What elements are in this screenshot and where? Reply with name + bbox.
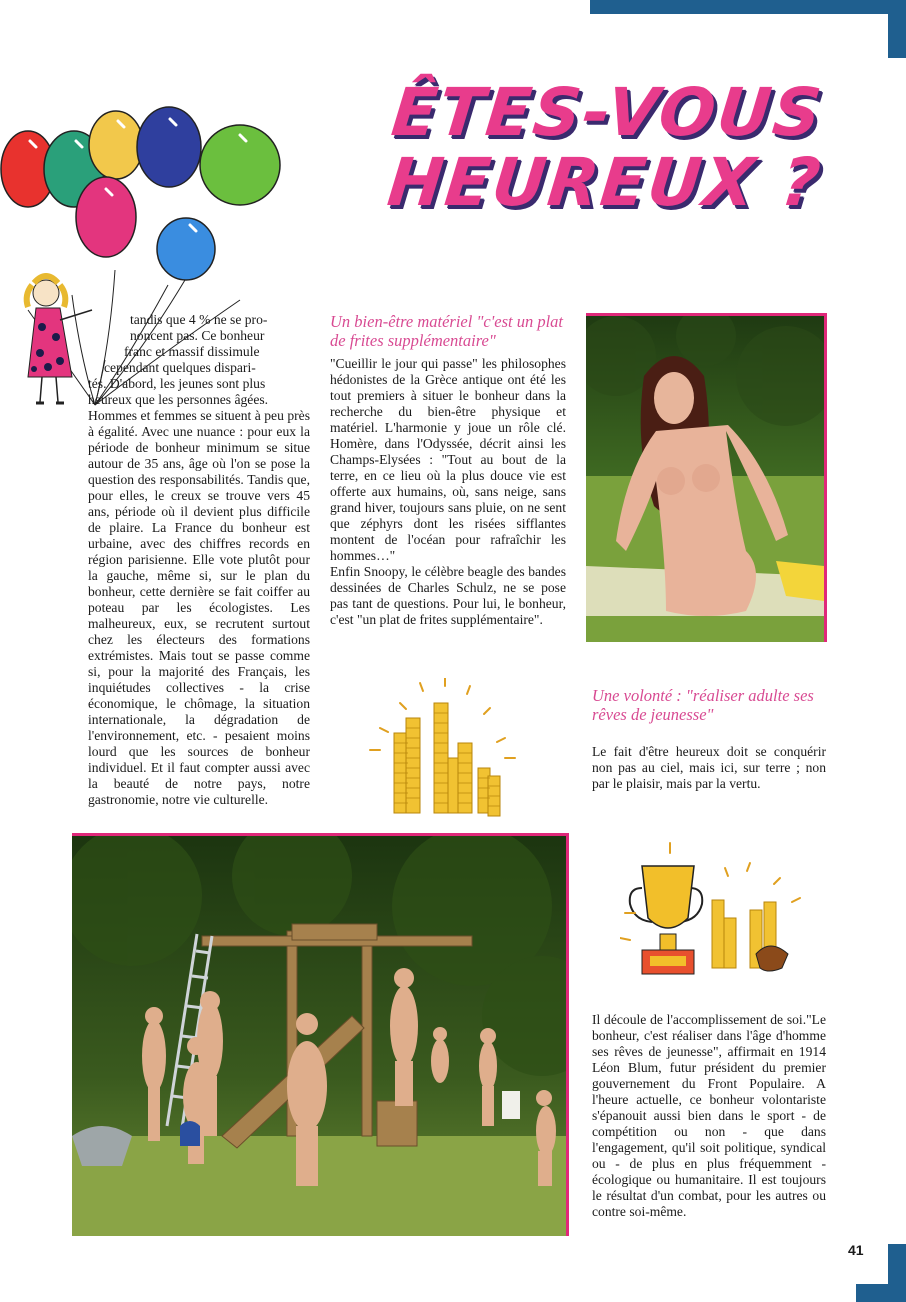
photo-family-at-wooden-playground [72,833,569,1236]
page-number: 41 [848,1242,864,1258]
left-column-wrapped-line-4: cependant quelques dispari- [104,360,256,375]
left-column-paragraph: Hommes et femmes se situent à peu près à égalité. Avec une nuance : pour eux la période de bonheur minimum se situe autour de 35 ans, âge où l'on se pose la question des responsabilités. Tandis que, pour elles, le creux se trouve vers 45 ans, période où il devient plus difficile de plaire. La France du bonheur est urbaine, avec des chiffres records en région parisienne. Elle vote plutôt pour la gauche, même si, sur le plan du bonheur, cette dernière se fait coiffer au poteau par les écologistes. Les malheureux, eux, se recrutent surtout chez les électeurs des formations extrémistes. Mais tout se passe comme si, pour la majorité des Français, les inquiétudes collectives - la crise économique, le chômage, la situation internationale, la dégradation de l'environnement, etc. - pesaient moins lourd que les sources de bonheur individuel. Et il faut compter aussi avec la beauté de notre pays, notre gastronomie, notre vie culturelle. [88,408,310,807]
middle-column-subtitle: Un bien-être matériel "c'est un plat de frites supplémentaire" [330,312,563,350]
middle-column-paragraph-2: Enfin Snoopy, le célèbre beagle des bandes dessinées de Charles Schulz, ne se pose pas tant de questions. Pour lui, le bonheur, c'est "un plat de frites supplémentaire". [330,564,566,627]
top-decorative-bar [590,0,906,14]
right-column-subtitle: Une volonté : "réaliser adulte ses rêves de jeunesse" [592,686,814,724]
left-column-wrapped-line-2: noncent pas. Ce bonheur [130,328,265,343]
page-title-line-1: ÊTES-VOUS [387,74,827,151]
left-column-wrapped-line-3: franc et massif dissimule [124,344,260,359]
right-column-paragraph-1: Le fait d'être heureux doit se conquérir non pas au ciel, mais ici, sur terre ; non par le plaisir, mais par la vertu. [592,744,826,791]
left-column-wrapped-line-6: heureux que les personnes âgées. [88,392,269,407]
top-decorative-bar-vertical [888,0,906,58]
left-column-wrapped-line-5: tés. D'abord, les jeunes sont plus [88,376,266,391]
left-column-wrapped-line-1: tandis que 4 % ne se pro- [130,312,268,327]
trophy-illustration [620,838,820,988]
coin-stacks-illustration [360,678,525,823]
bottom-decorative-bar-vertical [888,1244,906,1302]
right-column-paragraph-2: Il découle de l'accomplissement de soi."Le bonheur, c'est réaliser dans l'âge d'homme ses rêves de jeunesse", affirmait en 1914 Léon Blum, futur président du premier gouvernement du Front Populaire. A l'heure actuelle, ce bonheur volontariste s'épanouit aussi bien dans le sport - de compétition ou non - que dans l'engagement, qu'il soit politique, syndical ou - de plus en plus fréquemment - écologique ou humanitaire. Il est toujours le résultat d'un combat, pour les autres ou contre soi-même. [592,1012,826,1219]
middle-column-paragraph-1: "Cueillir le jour qui passe" les philosophes hédonistes de la Grèce antique ont été les tout premiers à situer le bonheur dans la recherche du bien-être physique et matériel. L'harmonie y joue un rôle clé. Homère, dans l'Odyssée, décrit ainsi les Champs-Elysées : "Tout au bout de la terre, en ce lieu où la plus douce vie est offerte aux humains, où, sans neige, sans grand hiver, toujours sans pluie, on ne sent que zéphyrs dont les risées sifflantes montent de l'océan pour rafraîchir les hommes…" [330,356,566,563]
photo-woman-sitting-on-grass [586,313,827,642]
page-title-line-2: HEUREUX ? [384,144,827,221]
left-column-body [88,408,310,808]
middle-column-body [330,356,566,628]
